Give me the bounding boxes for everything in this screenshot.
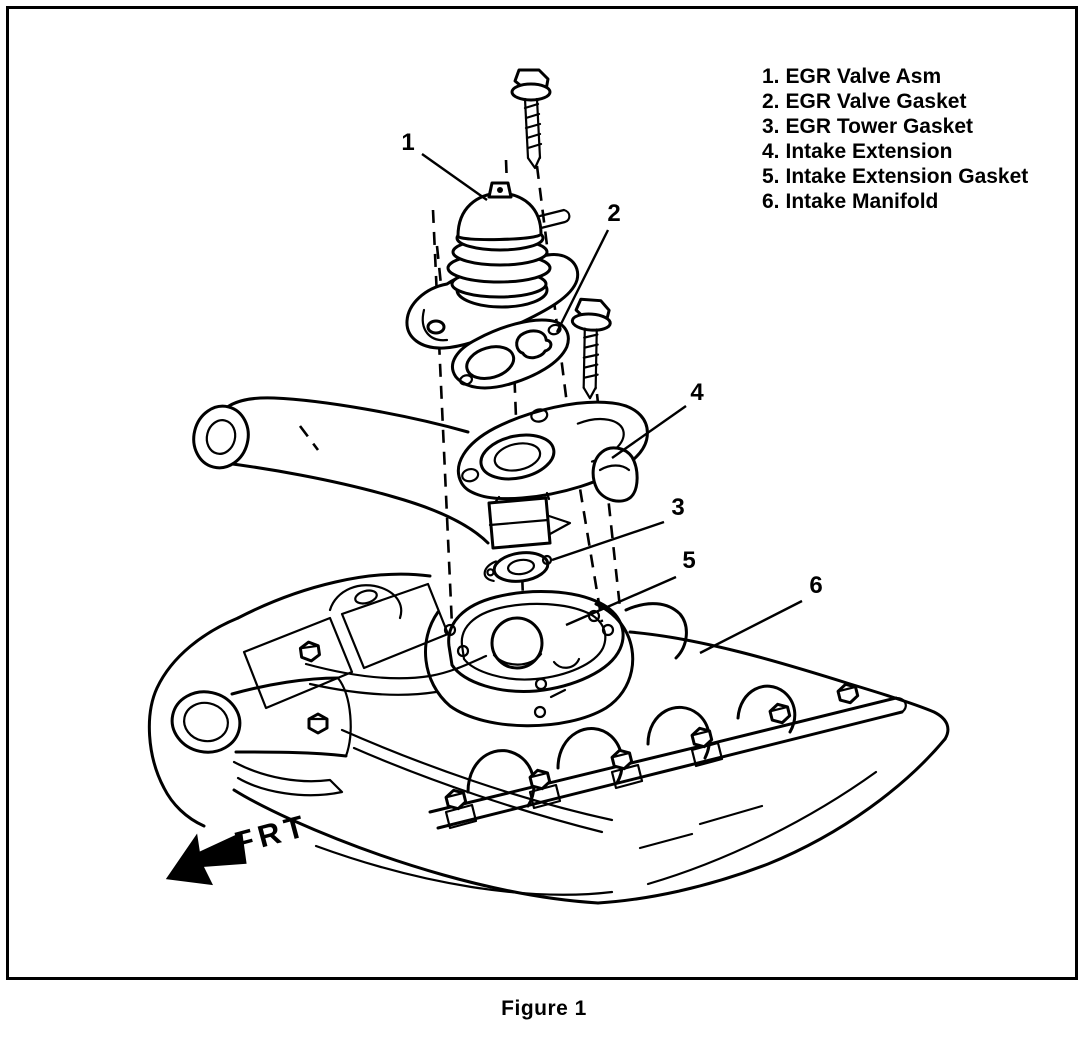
leader-line-3 — [552, 522, 664, 560]
legend-item-3-label: EGR Tower Gasket — [785, 115, 974, 138]
callout-6: 6 — [809, 572, 823, 599]
intake-extension-part — [187, 388, 656, 548]
mounting-bolt-right — [567, 299, 612, 399]
legend-item-6-number: 6. — [762, 190, 780, 213]
legend-item-5 — [762, 164, 1028, 189]
legend-item-3 — [762, 114, 1028, 139]
legend-item-6 — [762, 189, 1028, 214]
leader-line-6 — [700, 601, 802, 653]
callout-5: 5 — [682, 547, 696, 574]
callout-4: 4 — [690, 379, 704, 406]
leader-line-5 — [566, 577, 676, 625]
legend-item-4 — [762, 139, 1028, 164]
legend-item-1-number: 1. — [762, 65, 780, 88]
legend-item-6-label: Intake Manifold — [785, 190, 939, 213]
callout-3: 3 — [671, 494, 685, 521]
legend-item-2 — [762, 89, 1028, 114]
parts-legend — [762, 64, 1028, 214]
legend-item-3-number: 3. — [762, 115, 780, 138]
callout-2: 2 — [607, 200, 621, 227]
legend-item-4-number: 4. — [762, 140, 780, 163]
frt-label: FRT — [230, 807, 313, 861]
intake-manifold-part — [149, 574, 948, 903]
intake-extension-gasket-part — [449, 591, 623, 691]
legend-item-1-label: EGR Valve Asm — [785, 65, 942, 88]
figure-caption: Figure 1 — [501, 997, 587, 1020]
legend-item-2-number: 2. — [762, 90, 780, 113]
leader-line-1 — [422, 154, 487, 200]
frt-direction-indicator — [157, 807, 313, 896]
mounting-bolt-top — [512, 70, 550, 168]
egr-tower-gasket-part — [483, 549, 551, 586]
legend-item-5-label: Intake Extension Gasket — [785, 165, 1029, 188]
legend-item-5-number: 5. — [762, 165, 780, 188]
legend-item-4-label: Intake Extension — [785, 140, 953, 163]
callout-1: 1 — [401, 129, 415, 156]
legend-item-1 — [762, 64, 1028, 89]
legend-item-2-label: EGR Valve Gasket — [785, 90, 967, 113]
